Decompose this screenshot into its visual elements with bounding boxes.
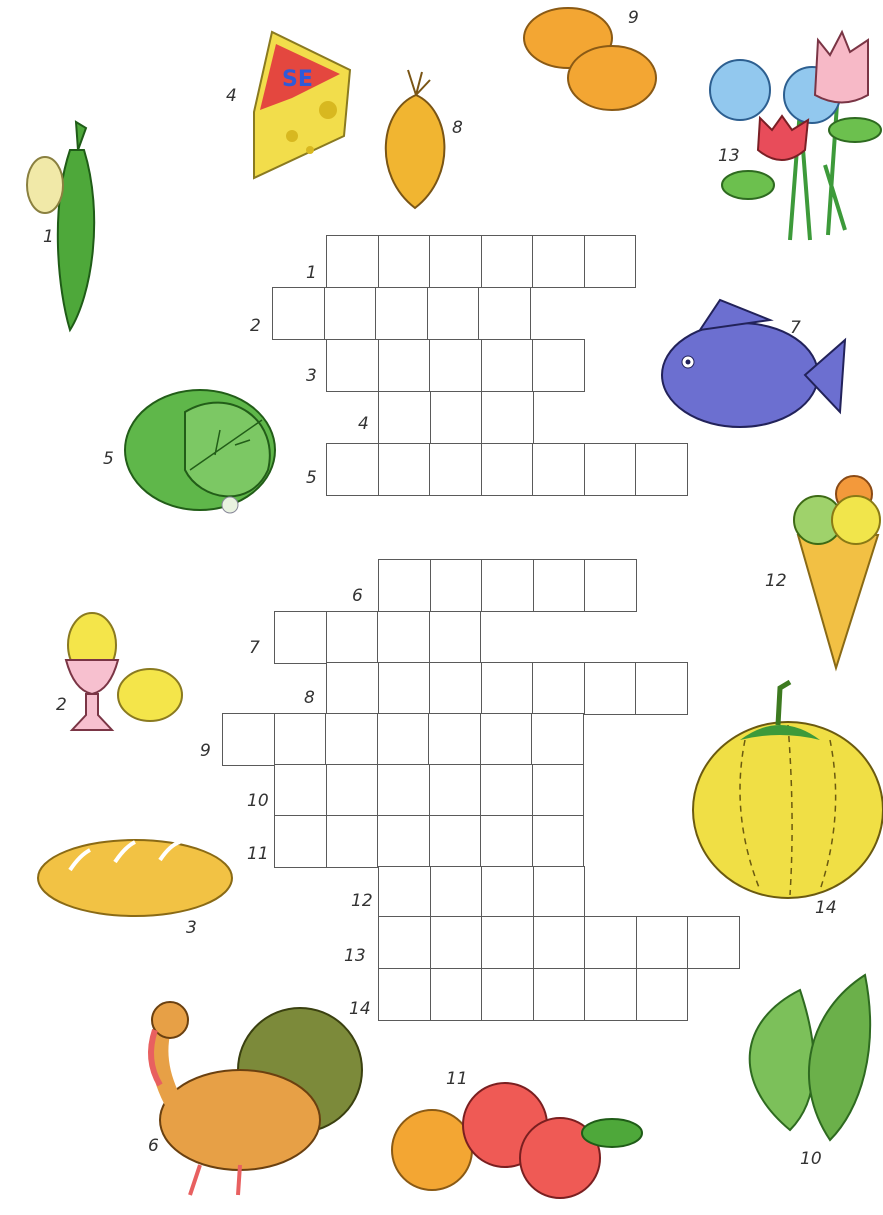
picture-label-10: 10 (800, 1149, 822, 1169)
crossword-cell-10-1[interactable] (274, 764, 327, 817)
picture-label-2: 2 (56, 695, 67, 715)
crossword-cell-13-1[interactable] (378, 916, 431, 969)
crossword-cell-12-3[interactable] (481, 866, 534, 919)
crossword-cell-11-3[interactable] (377, 815, 430, 868)
crossword-row-number-8: 8 (304, 688, 315, 708)
crossword-cell-9-3[interactable] (325, 713, 378, 766)
crossword-cell-10-3[interactable] (377, 764, 430, 817)
crossword-cell-11-4[interactable] (429, 815, 482, 868)
crossword-cell-14-2[interactable] (430, 968, 483, 1021)
crossword-cell-8-3[interactable] (429, 662, 482, 715)
picture-label-12: 12 (765, 571, 787, 591)
crossword-cell-11-6[interactable] (532, 815, 585, 868)
picture-label-8: 8 (452, 118, 463, 138)
crossword-cell-8-5[interactable] (532, 662, 585, 715)
crossword-cell-14-1[interactable] (378, 968, 431, 1021)
crossword-cell-13-6[interactable] (636, 916, 689, 969)
picture-label-11: 11 (446, 1069, 468, 1089)
crossword-row-number-6: 6 (352, 586, 363, 606)
crossword-cell-6-4[interactable] (533, 559, 586, 612)
crossword-row-number-7: 7 (249, 638, 260, 658)
svg-text:SE: SE (282, 67, 313, 92)
crossword-row-number-4: 4 (358, 414, 369, 434)
picture-label-6: 6 (148, 1136, 159, 1156)
crossword-cell-8-1[interactable] (326, 662, 379, 715)
crossword-cell-8-2[interactable] (378, 662, 431, 715)
crossword-cell-8-6[interactable] (584, 662, 637, 715)
picture-label-1: 1 (43, 227, 54, 247)
crossword-row-number-9: 9 (200, 741, 211, 761)
crossword-cell-11-5[interactable] (480, 815, 533, 868)
crossword-cell-14-4[interactable] (533, 968, 586, 1021)
crossword-cell-6-3[interactable] (481, 559, 534, 612)
crossword-cell-7-1[interactable] (274, 611, 327, 664)
crossword-row-number-12: 12 (351, 891, 373, 911)
crossword-cell-9-4[interactable] (377, 713, 430, 766)
crossword-cell-10-4[interactable] (429, 764, 482, 817)
crossword-cell-8-7[interactable] (635, 662, 688, 715)
crossword-cell-6-2[interactable] (430, 559, 483, 612)
crossword-cell-13-5[interactable] (584, 916, 637, 969)
crossword-row-number-13: 13 (344, 946, 366, 966)
picture-label-14: 14 (815, 898, 837, 918)
crossword-row-number-2: 2 (250, 316, 261, 336)
crossword-cell-14-3[interactable] (481, 968, 534, 1021)
crossword-cell-7-3[interactable] (377, 611, 430, 664)
crossword-row-number-1: 1 (306, 263, 317, 283)
crossword-cell-11-2[interactable] (326, 815, 379, 868)
crossword-cell-9-6[interactable] (480, 713, 533, 766)
crossword-cell-12-1[interactable] (378, 866, 431, 919)
crossword-cell-11-1[interactable] (274, 815, 327, 868)
crossword-cell-13-2[interactable] (430, 916, 483, 969)
crossword-cell-14-5[interactable] (584, 968, 637, 1021)
crossword-cell-13-3[interactable] (481, 916, 534, 969)
crossword-row-number-3: 3 (306, 366, 317, 386)
crossword-cell-9-2[interactable] (274, 713, 327, 766)
picture-label-7: 7 (790, 318, 801, 338)
crossword-cell-6-1[interactable] (378, 559, 431, 612)
crossword-cell-12-2[interactable] (430, 866, 483, 919)
crossword-cell-10-2[interactable] (326, 764, 379, 817)
crossword-cell-10-6[interactable] (532, 764, 585, 817)
crossword-row-number-14: 14 (349, 999, 371, 1019)
picture-label-13: 13 (718, 146, 740, 166)
crossword-row-number-5: 5 (306, 468, 317, 488)
crossword-row-number-11: 11 (247, 844, 269, 864)
picture-label-5: 5 (103, 449, 114, 469)
crossword-cell-9-7[interactable] (531, 713, 584, 766)
picture-label-9: 9 (628, 8, 639, 28)
crossword-cell-12-4[interactable] (533, 866, 586, 919)
crossword-cell-6-5[interactable] (584, 559, 637, 612)
crossword-cell-7-4[interactable] (429, 611, 482, 664)
picture-label-4: 4 (226, 86, 237, 106)
crossword-cell-9-1[interactable] (222, 713, 275, 766)
crossword-cell-9-5[interactable] (428, 713, 481, 766)
crossword-cell-14-6[interactable] (636, 968, 689, 1021)
crossword-cell-13-7[interactable] (687, 916, 740, 969)
picture-label-3: 3 (186, 918, 197, 938)
crossword-cell-13-4[interactable] (533, 916, 586, 969)
crossword-cell-10-5[interactable] (480, 764, 533, 817)
crossword-row-number-10: 10 (247, 791, 269, 811)
crossword-cell-8-4[interactable] (481, 662, 534, 715)
crossword-cell-7-2[interactable] (326, 611, 379, 664)
